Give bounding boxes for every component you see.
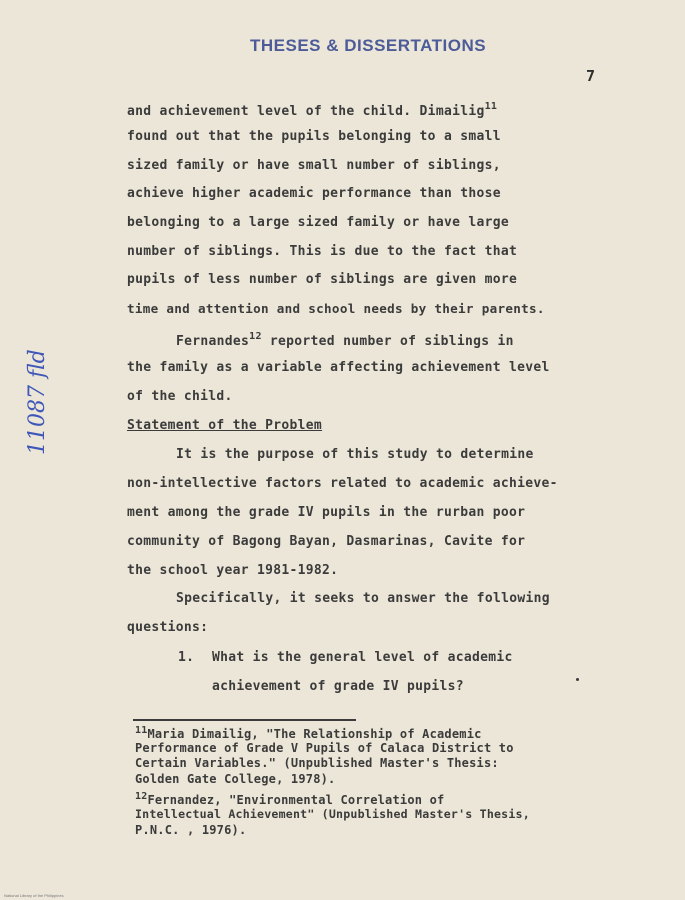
body-line: found out that the pupils belonging to a small (127, 129, 501, 144)
body-line: number of siblings. This is due to the fact that (127, 244, 518, 259)
body-line: of the child. (127, 389, 233, 404)
body-line: belonging to a large sized family or have large (127, 215, 509, 230)
page-number: 7 (586, 67, 596, 85)
body-line: pupils of less number of siblings are given more (127, 272, 518, 287)
body-line: non-intellective factors related to academic achieve- (127, 476, 558, 491)
body-line: time and attention and school needs by their parents. (127, 301, 545, 316)
body-line: Fernandes$^{12}$ reported number of siblings in (176, 331, 514, 349)
question-number: 1. (178, 650, 195, 665)
footnote-line: $^{11}$Maria Dimailig, "The Relationship of Academic (135, 725, 482, 741)
body-line: community of Bagong Bayan, Dasmarinas, Cavite for (127, 534, 526, 549)
body-line: sized family or have small number of siblings, (127, 158, 501, 173)
footer-credit: National Library of the Philippines (4, 893, 64, 898)
body-line: achieve higher academic performance than those (127, 186, 501, 201)
footnote-line: $^{12}$Fernandez, "Environmental Correlation of (135, 791, 445, 807)
footnote-line: Performance of Grade V Pupils of Calaca District to (135, 741, 514, 755)
footnote-line: Certain Variables." (Unpublished Master's Thesis: (135, 756, 499, 770)
body-line: and achievement level of the child. Dimailig$^{11}$ (127, 101, 498, 119)
footnote-line: P.N.C. , 1976). (135, 823, 247, 837)
body-line: questions: (127, 620, 209, 635)
footnote-mark-11: 11 (135, 725, 148, 736)
question-text: achievement of grade IV pupils? (212, 679, 464, 694)
footnote-mark-12: 12 (135, 791, 148, 802)
body-line: It is the purpose of this study to determine (176, 447, 534, 462)
theses-dissertations-stamp: THESES & DISSERTATIONS (250, 36, 487, 55)
footnote-rule (133, 719, 356, 721)
question-text: What is the general level of academic (212, 650, 513, 665)
footnote-line: Golden Gate College, 1978). (135, 772, 336, 786)
handwritten-margin-note: 11087 fld (25, 349, 50, 455)
footnote-line: Intellectual Achievement" (Unpublished Master's Thesis, (135, 807, 530, 821)
stray-mark (576, 678, 579, 681)
body-line: Specifically, it seeks to answer the following (176, 591, 550, 606)
body-line: the school year 1981-1982. (127, 563, 339, 578)
body-line: ment among the grade IV pupils in the rurban poor (127, 505, 526, 520)
section-heading: Statement of the Problem (127, 418, 323, 433)
body-line: the family as a variable affecting achievement level (127, 360, 550, 375)
footnote-ref-12: 12 (249, 331, 262, 342)
footnote-ref-11: 11 (484, 101, 498, 112)
